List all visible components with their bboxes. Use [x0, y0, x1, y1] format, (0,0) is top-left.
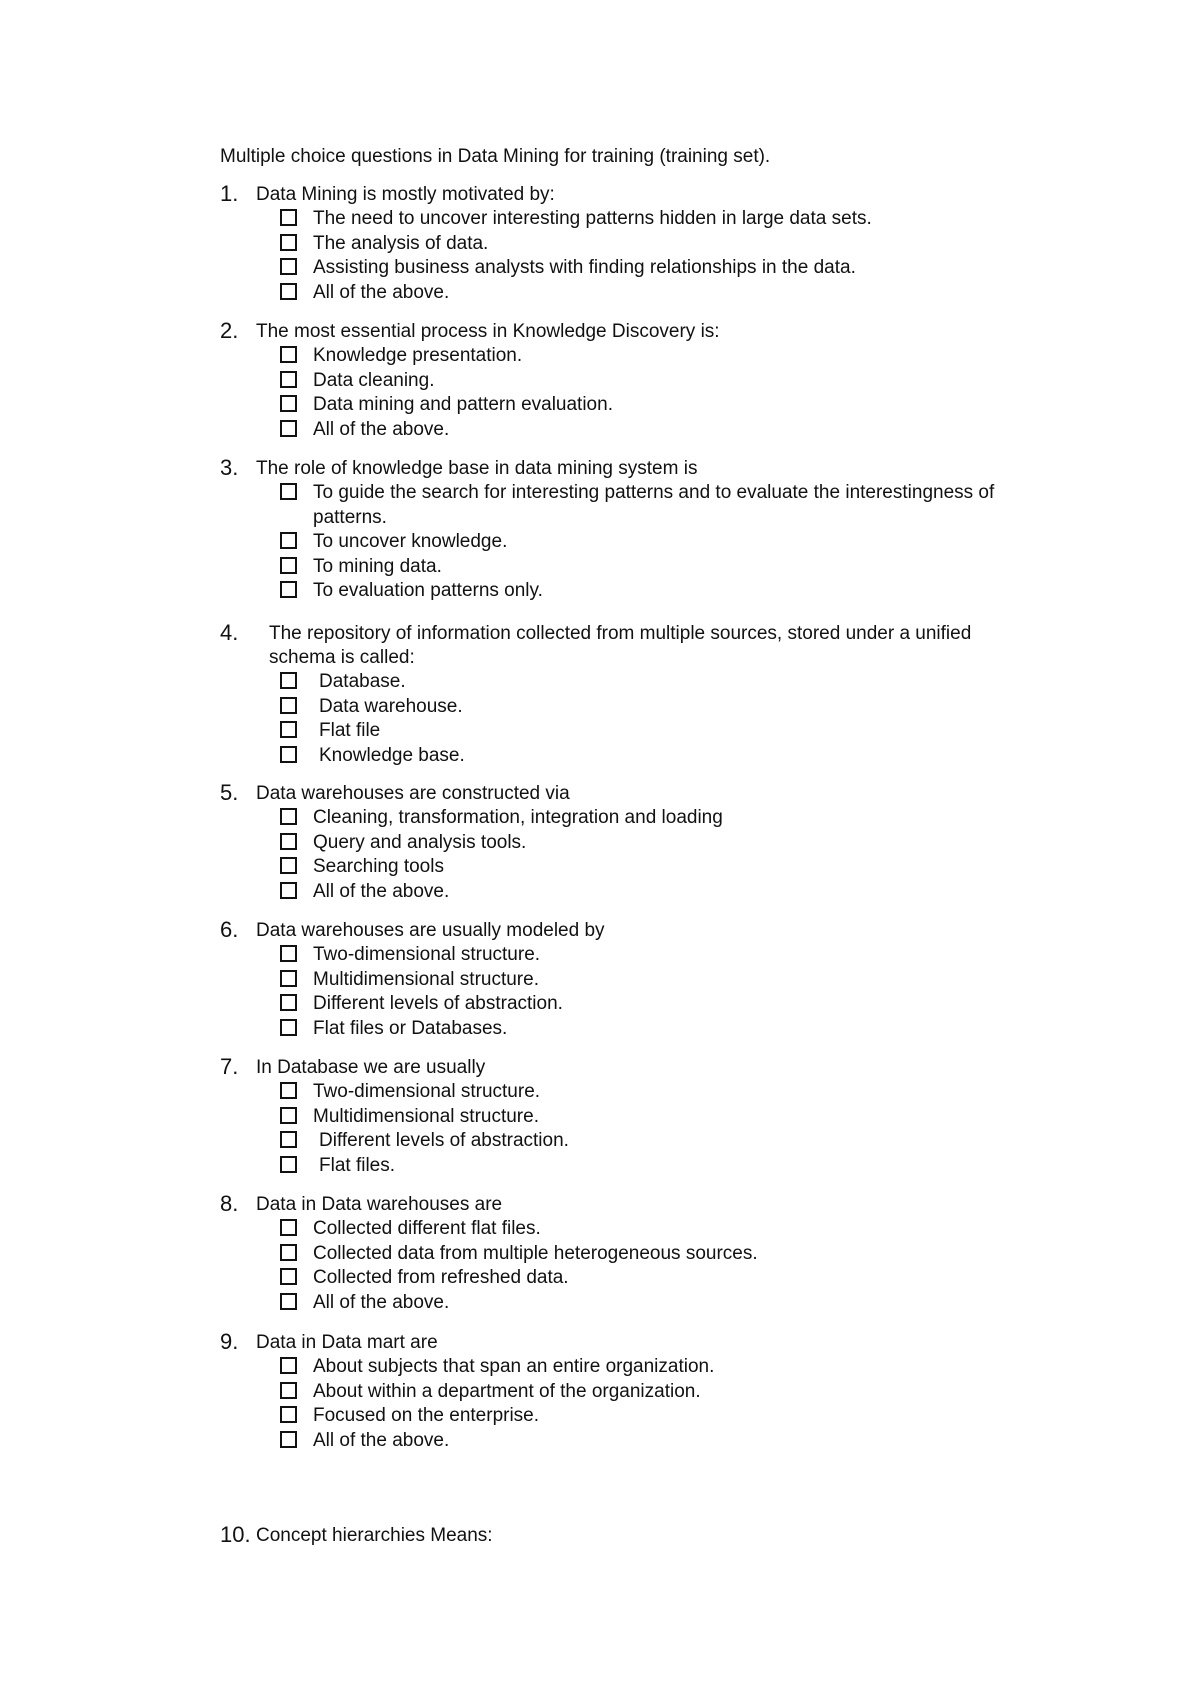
question-text: Data warehouses are constructed via	[256, 783, 570, 804]
checkbox-icon[interactable]	[280, 1156, 297, 1173]
document-title: Multiple choice questions in Data Mining for training (training set).	[220, 146, 771, 167]
option-label: To guide the search for interesting patterns and to evaluate the interestingness of patterns.	[313, 482, 995, 528]
checkbox-icon[interactable]	[280, 258, 297, 275]
question-text: Data in Data mart are	[256, 1332, 438, 1353]
checkbox-icon[interactable]	[280, 1293, 297, 1310]
checkbox-icon[interactable]	[280, 857, 297, 874]
answer-options	[220, 207, 1040, 305]
option-label: The analysis of data.	[313, 232, 489, 254]
checkbox-icon[interactable]	[280, 746, 297, 763]
answer-option[interactable]	[280, 1105, 1040, 1130]
checkbox-icon[interactable]	[280, 420, 297, 437]
answer-options	[220, 943, 1040, 1041]
option-label: All of the above.	[313, 880, 450, 902]
checkbox-icon[interactable]	[280, 994, 297, 1011]
question-number: 2.	[220, 318, 239, 343]
checkbox-icon[interactable]	[280, 557, 297, 574]
answer-option[interactable]	[280, 831, 1040, 856]
option-label: To uncover knowledge.	[313, 531, 508, 552]
checkbox-icon[interactable]	[280, 1406, 297, 1423]
checkbox-icon[interactable]	[280, 483, 297, 500]
option-label: Data cleaning.	[313, 369, 435, 391]
answer-option[interactable]	[280, 393, 1040, 418]
answer-option[interactable]	[280, 555, 1040, 580]
checkbox-icon[interactable]	[280, 1244, 297, 1261]
answer-option[interactable]	[280, 579, 1040, 604]
checkbox-icon[interactable]	[280, 371, 297, 388]
question-text: The role of knowledge base in data mining system is	[256, 458, 698, 479]
checkbox-icon[interactable]	[280, 970, 297, 987]
answer-option[interactable]	[280, 1242, 1040, 1267]
answer-option[interactable]	[280, 281, 1040, 306]
option-label: Query and analysis tools.	[313, 831, 527, 853]
checkbox-icon[interactable]	[280, 945, 297, 962]
question-number: 6.	[220, 917, 239, 942]
option-label: Different levels of abstraction.	[319, 1130, 569, 1151]
checkbox-icon[interactable]	[280, 1357, 297, 1374]
checkbox-icon[interactable]	[280, 234, 297, 251]
question-7	[220, 1056, 1040, 1178]
question-text: The repository of information collected from multiple sources, stored under a unified schema is called:	[269, 623, 972, 668]
checkbox-icon[interactable]	[280, 882, 297, 899]
option-label: Two-dimensional structure.	[313, 1081, 541, 1102]
checkbox-icon[interactable]	[280, 1219, 297, 1236]
answer-options	[220, 1217, 1040, 1315]
answer-option[interactable]	[280, 1266, 1040, 1291]
question-number: 3.	[220, 455, 239, 480]
question-8	[220, 1193, 1040, 1315]
option-label: About subjects that span an entire organization.	[313, 1356, 715, 1377]
checkbox-icon[interactable]	[280, 1268, 297, 1285]
answer-option[interactable]	[280, 1080, 1040, 1105]
option-label: Different levels of abstraction.	[313, 993, 563, 1014]
checkbox-icon[interactable]	[280, 833, 297, 850]
answer-option[interactable]	[280, 1404, 1040, 1429]
option-label: Data warehouse.	[319, 695, 463, 717]
question-10	[220, 1524, 1040, 1548]
answer-option[interactable]	[280, 855, 1040, 880]
answer-option[interactable]	[280, 232, 1040, 257]
question-number: 8.	[220, 1191, 239, 1216]
answer-options	[220, 344, 1040, 442]
question-3	[220, 457, 1040, 604]
answer-option[interactable]	[280, 719, 1040, 744]
answer-option[interactable]	[280, 670, 1040, 695]
question-text: Data warehouses are usually modeled by	[256, 920, 605, 941]
question-1	[220, 183, 1040, 305]
option-label: Searching tools	[313, 856, 444, 877]
answer-option[interactable]	[280, 207, 1040, 232]
question-number: 5.	[220, 780, 239, 805]
question-2	[220, 320, 1040, 442]
question-number: 10.	[220, 1522, 251, 1547]
checkbox-icon[interactable]	[280, 346, 297, 363]
question-text: Data in Data warehouses are	[256, 1194, 503, 1215]
answer-option[interactable]	[280, 1129, 1040, 1154]
checkbox-icon[interactable]	[280, 532, 297, 549]
checkbox-icon[interactable]	[280, 395, 297, 412]
option-label: Multidimensional structure.	[313, 1105, 539, 1127]
answer-option[interactable]	[280, 744, 1040, 769]
answer-option[interactable]	[280, 1017, 1040, 1042]
checkbox-icon[interactable]	[280, 1382, 297, 1399]
checkbox-icon[interactable]	[280, 283, 297, 300]
option-label: Focused on the enterprise.	[313, 1405, 540, 1426]
option-label: Cleaning, transformation, integration and loading	[313, 807, 723, 828]
question-text: Data Mining is mostly motivated by:	[256, 184, 555, 205]
answer-option[interactable]	[280, 481, 1033, 530]
answer-options	[220, 670, 1040, 768]
answer-option[interactable]	[280, 418, 1040, 443]
checkbox-icon[interactable]	[280, 721, 297, 738]
answer-option[interactable]	[280, 1154, 1040, 1179]
option-label: Knowledge base.	[319, 744, 465, 766]
question-number: 1.	[220, 181, 239, 206]
answer-option[interactable]	[280, 1429, 1040, 1454]
answer-option[interactable]	[280, 1355, 1040, 1380]
question-number: 9.	[220, 1329, 239, 1354]
question-5	[220, 782, 1040, 904]
checkbox-icon[interactable]	[280, 209, 297, 226]
checkbox-icon[interactable]	[280, 1107, 297, 1124]
option-label: Assisting business analysts with finding relationships in the data.	[313, 257, 856, 278]
answer-option[interactable]	[280, 256, 1040, 281]
checkbox-icon[interactable]	[280, 672, 297, 689]
option-label: All of the above.	[313, 281, 450, 303]
option-label: Data mining and pattern evaluation.	[313, 394, 613, 415]
answer-options	[220, 1355, 1040, 1453]
option-label: All of the above.	[313, 1429, 450, 1451]
answer-option[interactable]	[280, 344, 1040, 369]
option-label: All of the above.	[313, 1291, 450, 1313]
question-text: The most essential process in Knowledge Discovery is:	[256, 321, 720, 342]
answer-option[interactable]	[280, 695, 1040, 720]
question-4	[220, 622, 1040, 768]
option-label: The need to uncover interesting patterns hidden in large data sets.	[313, 208, 872, 229]
question-text: Concept hierarchies Means:	[256, 1525, 493, 1546]
question-number: 4.	[220, 620, 239, 645]
option-label: To mining data.	[313, 555, 442, 577]
option-label: Flat files.	[319, 1154, 396, 1176]
answer-option[interactable]	[280, 992, 1040, 1017]
option-label: All of the above.	[313, 418, 450, 440]
option-label: Collected different flat files.	[313, 1218, 541, 1239]
answer-option[interactable]	[280, 806, 1040, 831]
option-label: Flat files or Databases.	[313, 1017, 508, 1039]
option-label: Two-dimensional structure.	[313, 944, 541, 965]
checkbox-icon[interactable]	[280, 1082, 297, 1099]
answer-option[interactable]	[280, 943, 1040, 968]
checkbox-icon[interactable]	[280, 581, 297, 598]
option-label: Multidimensional structure.	[313, 968, 539, 990]
answer-option[interactable]	[280, 1217, 1040, 1242]
option-label: Knowledge presentation.	[313, 345, 523, 366]
option-label: Collected data from multiple heterogeneous sources.	[313, 1242, 758, 1264]
checkbox-icon[interactable]	[280, 1431, 297, 1448]
answer-option[interactable]	[280, 880, 1040, 905]
option-label: About within a department of the organization.	[313, 1380, 701, 1402]
answer-options	[220, 1080, 1040, 1178]
answer-option[interactable]	[280, 968, 1040, 993]
checkbox-icon[interactable]	[280, 1019, 297, 1036]
answer-option[interactable]	[280, 1291, 1040, 1316]
answer-option[interactable]	[280, 530, 1040, 555]
checkbox-icon[interactable]	[280, 808, 297, 825]
answer-options	[220, 481, 1040, 604]
option-label: Database.	[319, 671, 406, 692]
option-label: Flat file	[319, 720, 381, 741]
answer-options	[220, 806, 1040, 904]
question-text: In Database we are usually	[256, 1057, 486, 1078]
option-label: Collected from refreshed data.	[313, 1267, 569, 1288]
option-label: To evaluation patterns only.	[313, 580, 543, 601]
question-6	[220, 919, 1040, 1041]
answer-option[interactable]	[280, 1380, 1040, 1405]
question-9	[220, 1331, 1040, 1453]
question-number: 7.	[220, 1054, 239, 1079]
answer-option[interactable]	[280, 369, 1040, 394]
checkbox-icon[interactable]	[280, 697, 297, 714]
checkbox-icon[interactable]	[280, 1131, 297, 1148]
